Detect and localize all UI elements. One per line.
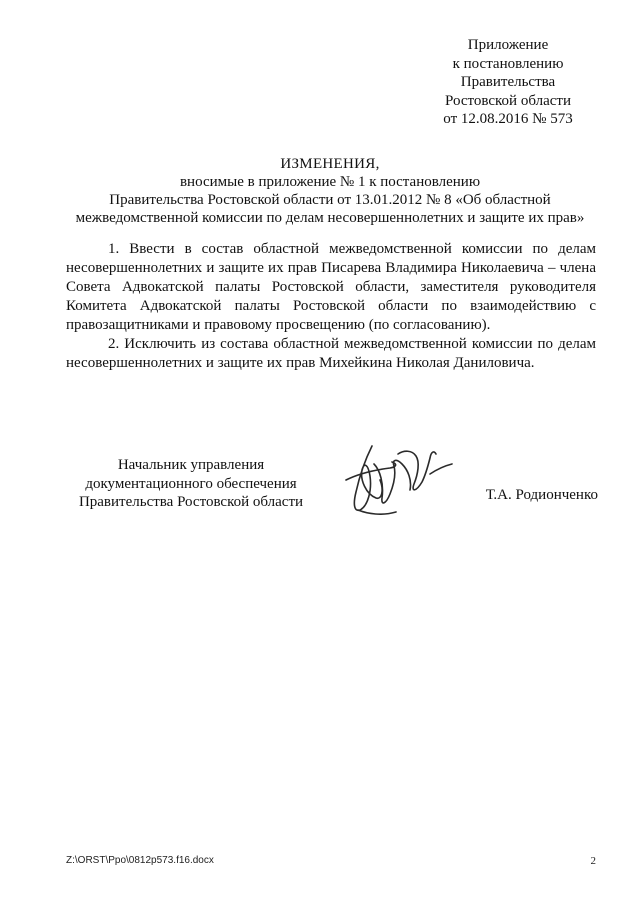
appendix-line: Приложение bbox=[467, 37, 549, 53]
document-body bbox=[66, 240, 596, 373]
position-line: Начальник управления bbox=[117, 457, 265, 473]
title-heading: ИЗМЕНЕНИЯ, bbox=[280, 156, 380, 172]
footer-file-path: Z:\ORST\Ppo\0812p573.f16.docx bbox=[66, 855, 214, 866]
handwritten-signature bbox=[338, 440, 456, 520]
position-line: документационного обеспечения bbox=[85, 475, 297, 492]
appendix-line: от 12.08.2016 № 573 bbox=[443, 111, 573, 127]
paragraph-1: 1. Ввести в состав областной межведомственной комиссии по делам несовершеннолетних и защите их прав Писарева Владимира Николаевича – члена Совета Адвокатской палаты Ростовской области, заместителя руководителя Комитета Адвокатской палаты Ростовской области по взаимодействию с правозащитниками и правовому просвещению (по согласованию). bbox=[66, 241, 596, 333]
appendix-line: к постановлению bbox=[452, 55, 564, 72]
page-number: 2 bbox=[590, 855, 596, 867]
title-line: межведомственной комиссии по делам несовершеннолетних и защите их прав» bbox=[75, 210, 585, 226]
signatory-position bbox=[66, 456, 316, 512]
signature-strokes bbox=[346, 446, 452, 514]
title-line: вносимые в приложение № 1 к постановлению bbox=[179, 174, 481, 190]
document-title bbox=[60, 155, 600, 227]
title-line: Правительства Ростовской области от 13.01.2012 № 8 «Об областной bbox=[109, 192, 551, 208]
appendix-line: Правительства bbox=[460, 74, 556, 90]
signatory-name: Т.А. Родионченко bbox=[485, 487, 598, 503]
position-line: Правительства Ростовской области bbox=[78, 494, 304, 510]
appendix-line: Ростовской области bbox=[445, 92, 571, 109]
appendix-block bbox=[400, 36, 616, 129]
paragraph-2: 2. Исключить из состава областной межведомственной комиссии по делам несовершеннолетних и защите их прав Михейкина Николая Даниловича. bbox=[66, 336, 596, 371]
